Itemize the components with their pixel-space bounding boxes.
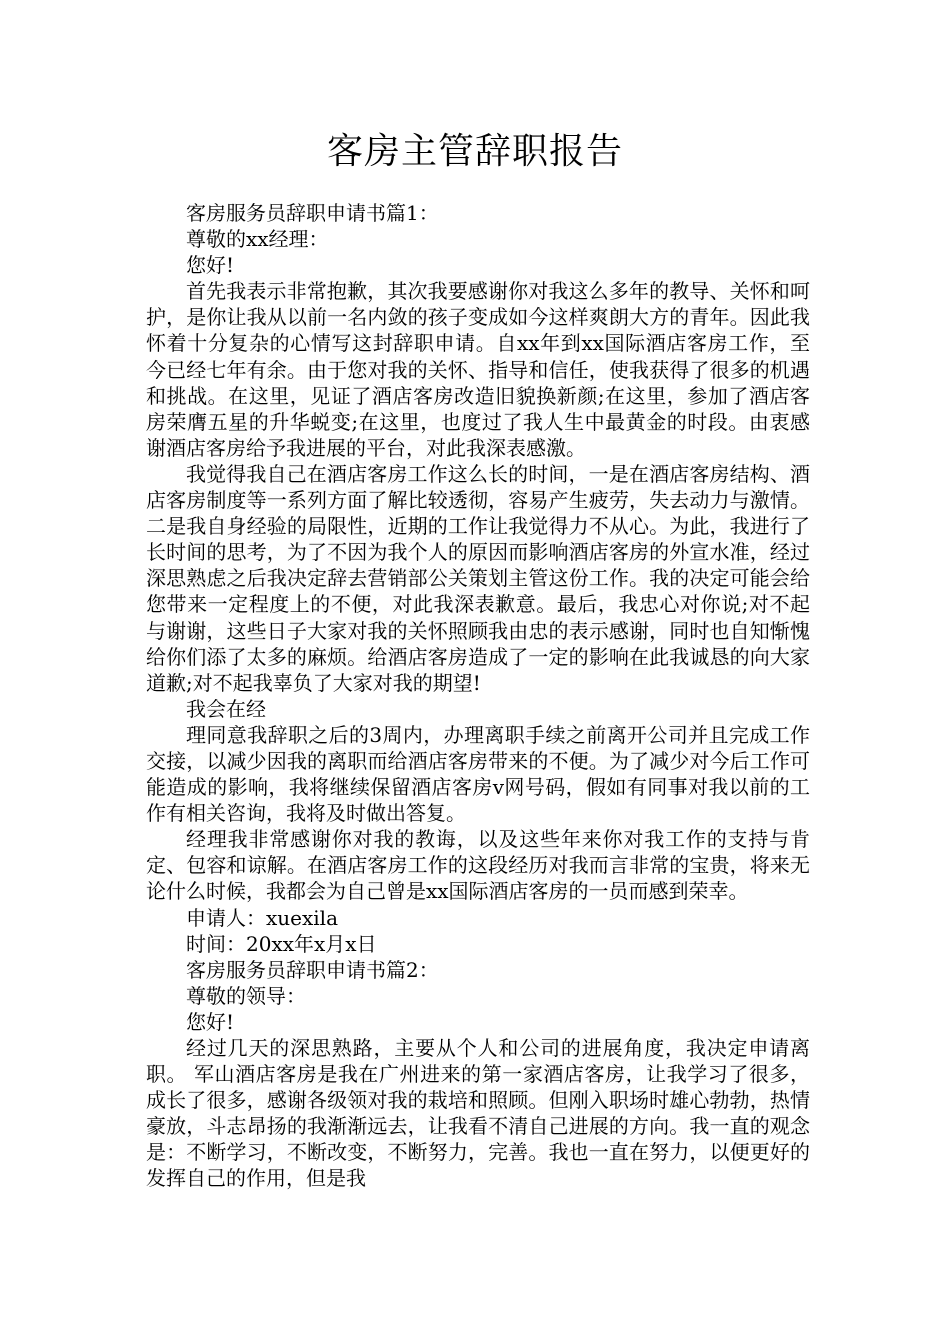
paragraph-salutation-2: 尊敬的领导：	[186, 983, 306, 1008]
paragraph-greeting-2: 您好!	[186, 1009, 235, 1034]
paragraph-section-heading-1: 客房服务员辞职申请书篇1：	[186, 201, 439, 225]
paragraph-greeting-1: 您好!	[186, 253, 235, 278]
paragraph-applicant: 申请人：xuexila	[186, 905, 338, 930]
paragraph-date: 时间：20xx年x月x日	[186, 931, 377, 956]
paragraph-body: 经过几天的深思熟路，主要从个人和公司的进展角度，我决定申请离职。 军山酒店客房是我在广州进来的第一家酒店客房，让我学习了很多，成长了很多，感谢各级领对我的栽培和照顾。但刚入职场时雄心勃勃，热情豪放，斗志昂扬的我渐渐远去，让我看不清自己进展的方向。我一直的观念是：不断学习，不断改变，不断努力，完善。我也一直在努力，以便更好的发挥自己的作用，但是我	[146, 1036, 810, 1191]
document-title: 客房主管辞职报告	[326, 131, 623, 172]
document-body	[146, 200, 810, 1192]
paragraph-salutation-1: 尊敬的xx经理：	[186, 227, 329, 252]
paragraph-body: 经理我非常感谢你对我的教诲，以及这些年来你对我工作的支持与肯定、包容和谅解。在酒店客房工作的这段经历对我而言非常的宝贵，将来无论什么时候，我都会为自己曾是xx国际酒店客房的一员而感到荣幸。	[146, 827, 810, 904]
paragraph-section-heading-2: 客房服务员辞职申请书篇2：	[186, 957, 439, 982]
paragraph-body: 我觉得我自己在酒店客房工作这么长的时间，一是在酒店客房结构、酒店客房制度等一系列方面了解比较透彻，容易产生疲劳，失去动力与激情。二是我自身经验的局限性，近期的工作让我觉得力不从心。为此，我进行了长时间的思考，为了不因为我个人的原因而影响酒店客房的外宣水准，经过深思熟虑之后我决定辞去营销部公关策划主管这份工作。我的决定可能会给您带来一定程度上的不便，对此我深表歉意。最后，我忠心对你说;对不起与谢谢，这些日子大家对我的关怀照顾我由忠的表示感谢，同时也自知惭愧给你们添了太多的麻烦。给酒店客房造成了一定的影响在此我诚恳的向大家道歉;对不起我辜负了大家对我的期望!	[146, 461, 810, 695]
paragraph-body: 理同意我辞职之后的3周内，办理离职手续之前离开公司并且完成工作交接，以减少因我的离职而给酒店客房带来的不便。为了减少对今后工作可能造成的影响，我将继续保留酒店客房v网号码，假如有同事对我以前的工作有相关咨询，我将及时做出答复。	[146, 722, 810, 826]
paragraph-body: 首先我表示非常抱歉，其次我要感谢你对我这么多年的教导、关怀和呵护，是你让我从以前一名内敛的孩子变成如今这样爽朗大方的青年。因此我怀着十分复杂的心情写这封辞职申请。自xx年到xx国际酒店客房工作，至今已经七年有余。由于您对我的关怀、指导和信任，使我获得了很多的机遇和挑战。在这里，见证了酒店客房改造旧貌换新颜;在这里，参加了酒店客房荣膺五星的升华蜕变;在这里，也度过了我人生中最黄金的时段。由衷感谢酒店客房给予我进展的平台，对此我深表感激。	[146, 279, 810, 460]
paragraph-body: 我会在经	[186, 696, 266, 721]
